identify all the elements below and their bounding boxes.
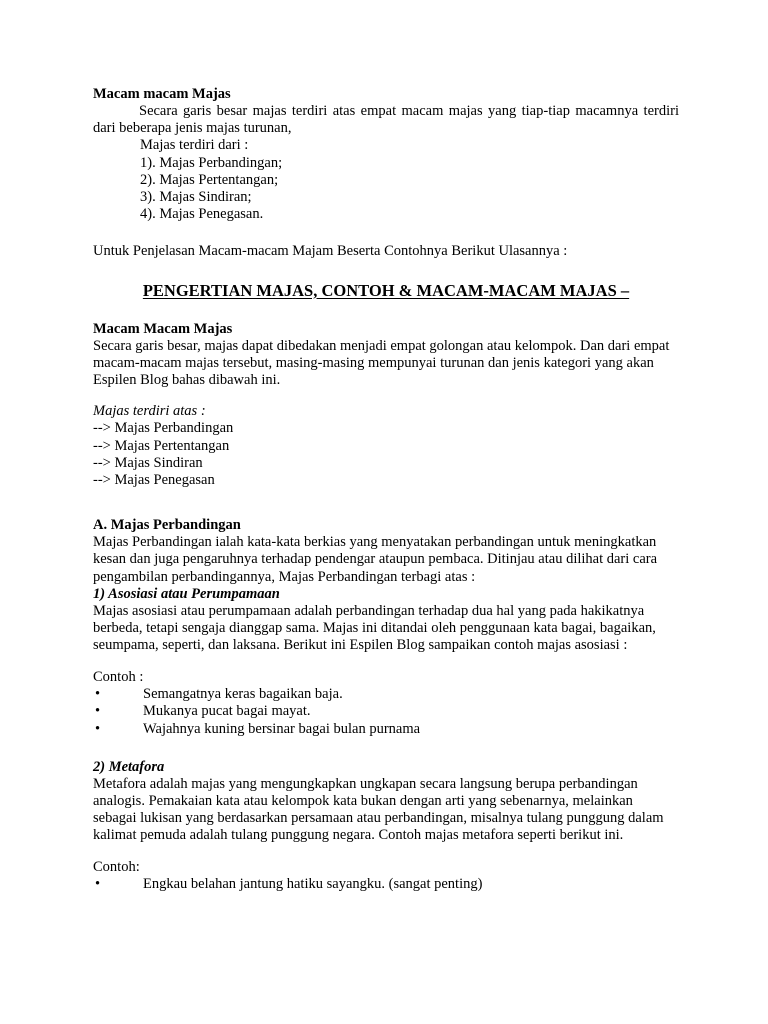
intro-list-item-4: 4). Majas Penegasan.: [140, 206, 264, 223]
list-item: [93, 876, 679, 894]
overview-list-item-1: --> Majas Perbandingan: [93, 420, 234, 437]
spacer: [93, 301, 679, 321]
spacer: [93, 739, 679, 759]
section-a-paragraph: Majas Perbandingan ialah kata-kata berkias yang menyatakan perbandingan untuk meningkatkan kesan dan juga pengaruhnya terhadap pendengar ataupun pembaca. Ditinjau atau dilihat dari cara pengambilan perbandingannya, Majas Perbandingan terbagi atas :: [93, 534, 658, 585]
lead-in-text: Untuk Penjelasan Macam-macam Majam Beserta Contohnya Berikut Ulasannya :: [93, 243, 568, 260]
spacer: [93, 489, 679, 517]
bullet-icon: •: [95, 685, 101, 702]
spacer: [93, 845, 679, 859]
spacer: [93, 261, 679, 281]
intro-list-item-3: 3). Majas Sindiran;: [140, 189, 252, 206]
list-item-label: Engkau belahan jantung hatiku sayangku. (sangat penting): [143, 875, 483, 892]
subsection-1-example-list: [93, 686, 679, 739]
subsection-2-paragraph: Metafora adalah majas yang mengungkapkan ungkapan secara langsung berupa perbandingan analogis. Pemakaian kata atau kelompok kata bukan dengan arti yang sebenarnya, melainkan sebagai lukisan yang berdasarkan persamaan atau perbandingan, misalnya tulang punggung dalam kalimat pemuda adalah tulang punggung negara. Contoh majas metafora seperti berikut ini.: [93, 775, 664, 844]
list-item-label: Mukanya pucat bagai mayat.: [143, 703, 311, 720]
subsection-1-heading: 1) Asosiasi atau Perumpamaan: [93, 585, 280, 602]
document-content: [93, 86, 679, 893]
list-item: [93, 686, 679, 704]
intro-list-item-1: 1). Majas Perbandingan;: [140, 154, 283, 171]
intro-list-item-2: 2). Majas Pertentangan;: [140, 171, 279, 188]
spacer: [93, 389, 679, 403]
list-item-label: Semangatnya keras bagaikan baja.: [143, 685, 343, 702]
bullet-icon: •: [95, 721, 101, 738]
overview-list-item-2: --> Majas Pertentangan: [93, 437, 230, 454]
list-item: [93, 721, 679, 739]
bullet-icon: •: [95, 875, 101, 892]
overview-list-lead: Majas terdiri atas :: [93, 403, 206, 420]
overview-paragraph: Secara garis besar, majas dapat dibedakan menjadi empat golongan atau kelompok. Dan dari empat macam-macam majas tersebut, masing-masing mempunyai turunan dan jenis kategori yang akan Espilen Blog bahas dibawah ini.: [93, 337, 670, 389]
subsection-1-examples-label: Contoh :: [93, 668, 144, 685]
subsection-2-heading: 2) Metafora: [93, 758, 165, 775]
overview-list-item-4: --> Majas Penegasan: [93, 472, 215, 489]
subsection-1-paragraph: Majas asosiasi atau perumpamaan adalah perbandingan terhadap dua hal yang pada hakikatnya berbeda, tetapi sengaja dianggap sama. Majas ini ditandai oleh penggunaan kata bagai, bagaikan, seumpama, seperti, dan laksana. Berikut ini Espilen Blog sampaikan contoh majas asosiasi :: [93, 603, 656, 654]
spacer: [93, 655, 679, 669]
page-title: [93, 281, 679, 301]
intro-list: [93, 137, 679, 223]
subsection-2-example-list: [93, 876, 679, 894]
section-a-heading: A. Majas Perbandingan: [93, 517, 241, 534]
intro-heading: Macam macam Majas: [93, 86, 231, 102]
subsection-2-examples-label: Contoh:: [93, 858, 140, 875]
bullet-icon: •: [95, 703, 101, 720]
intro-paragraph: Secara garis besar majas terdiri atas empat macam majas yang tiap-tiap macamnya terdiri dari beberapa jenis majas turunan,: [93, 103, 679, 137]
page-title-text: PENGERTIAN MAJAS, CONTOH & MACAM-MACAM MAJAS –: [142, 280, 630, 300]
list-item: [93, 703, 679, 721]
list-item-label: Wajahnya kuning bersinar bagai bulan purnama: [143, 721, 421, 738]
overview-list: [93, 420, 679, 489]
overview-heading: Macam Macam Majas: [93, 320, 233, 337]
intro-list-lead: Majas terdiri dari :: [140, 137, 249, 154]
overview-list-item-3: --> Majas Sindiran: [93, 454, 203, 471]
spacer: [93, 223, 679, 243]
